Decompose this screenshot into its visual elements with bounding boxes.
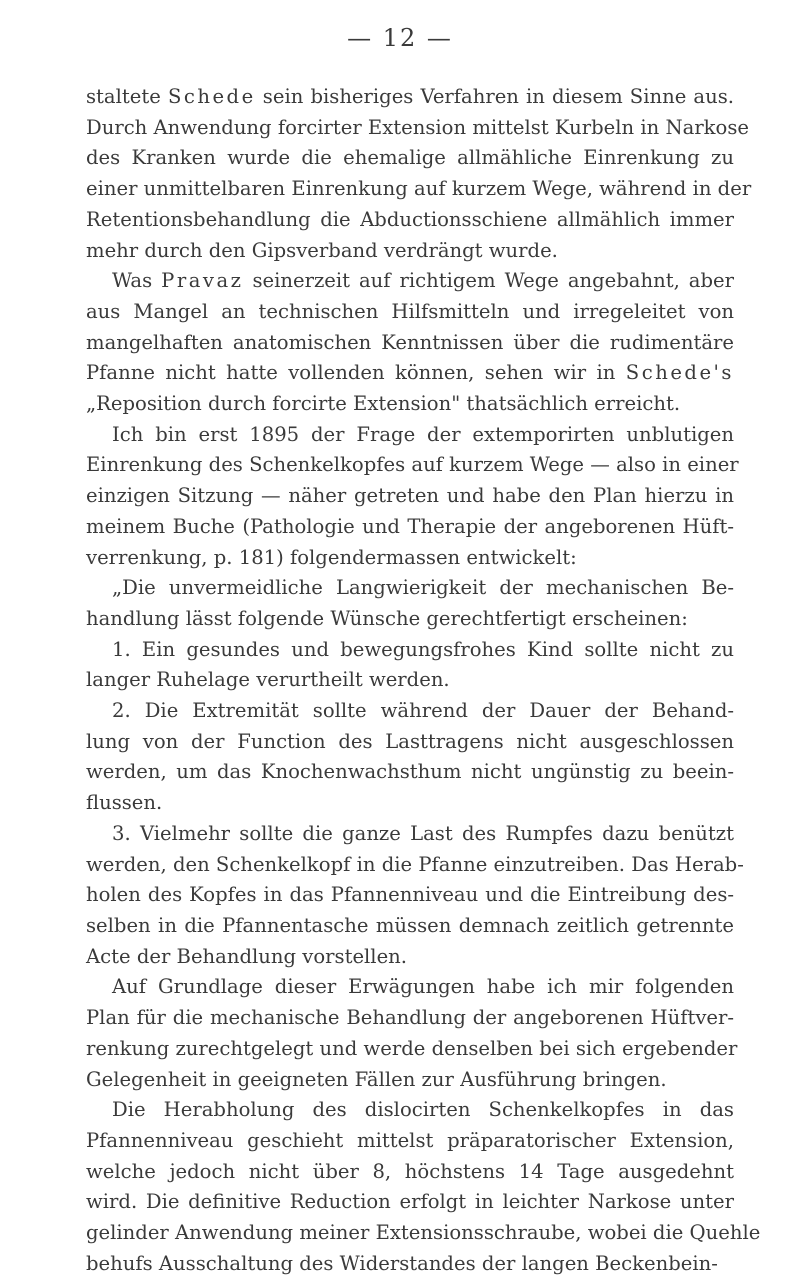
line-text: wird. Die definitive Reduction erfolgt in leichter Narkose unter [86, 1190, 734, 1214]
text-line [86, 1218, 761, 1249]
line-text: renkung zurechtgelegt und werde denselben bei sich ergebender [86, 1036, 738, 1060]
spaced-name: Schede [167, 85, 256, 108]
line-text: flussen. [86, 791, 163, 815]
line-text: Retentionsbehandlung die Abductionsschiene allmählich immer [86, 207, 734, 231]
text-line [86, 1034, 738, 1065]
text-line [86, 358, 734, 389]
line-text: Gelegenheit in geeigneten Fällen zur Ausführung bringen. [86, 1067, 667, 1091]
line-text: Was [112, 269, 162, 293]
page-number: — 12 — [347, 24, 453, 52]
line-text: Plan für die mechanische Behandlung der angeborenen Hüftver- [86, 1006, 734, 1030]
text-line [86, 727, 734, 758]
text-line [86, 972, 734, 1003]
text-line [86, 665, 734, 696]
text-line [86, 1157, 734, 1188]
line-text: des Kranken wurde die ehemalige allmähliche Einrenkung zu [86, 146, 734, 170]
text-line [86, 1065, 734, 1096]
text-line [86, 389, 734, 420]
text-line [86, 543, 734, 574]
text-line [86, 942, 734, 973]
text-line [86, 604, 734, 635]
line-text: Einrenkung des Schenkelkopfes auf kurzem Wege — also in einer [86, 453, 739, 477]
line-text: verrenkung, p. 181) folgendermassen entwickelt: [86, 545, 577, 569]
line-text: Ich bin erst 1895 der Frage der extemporirten unblutigen [112, 422, 734, 446]
text-line [86, 328, 734, 359]
line-text: behufs Ausschaltung des Widerstandes der langen Beckenbein- [86, 1251, 718, 1275]
line-text: selben in die Pfannentasche müssen demnach zeitlich getrennte [86, 913, 734, 937]
text-line [86, 1095, 734, 1126]
line-text: staltete [86, 85, 168, 108]
spaced-name: Pravaz [161, 269, 244, 293]
line-text: werden, um das Knochenwachsthum nicht ungünstig zu beein- [86, 760, 734, 784]
line-text: holen des Kopfes in das Pfannenniveau und die Eintreibung des- [86, 883, 734, 907]
line-text: meinem Buche (Pathologie und Therapie der angeborenen Hüft- [86, 514, 734, 538]
line-text: handlung lässt folgende Wünsche gerechtfertigt erscheinen: [86, 606, 688, 630]
text-line [86, 481, 734, 512]
text-line [86, 696, 734, 727]
line-text: Die Herabholung des dislocirten Schenkelkopfes in das [112, 1098, 734, 1122]
body-text [86, 82, 761, 1279]
text-line [86, 635, 734, 666]
line-text: sein bisheriges Verfahren in diesem Sinne aus. [255, 85, 734, 108]
text-line [86, 819, 734, 850]
text-line [86, 512, 734, 543]
line-text: gelinder Anwendung meiner Extensionsschraube, wobei die Quehle [86, 1221, 761, 1245]
text-line [86, 911, 734, 942]
text-line [86, 1003, 734, 1034]
text-line [86, 788, 734, 819]
text-line [86, 1126, 734, 1157]
line-text: Pfanne nicht hatte vollenden können, sehen wir in [86, 361, 626, 385]
line-text: einer unmittelbaren Einrenkung auf kurzem Wege, während in der [86, 177, 752, 201]
line-text: Durch Anwendung forcirter Extension mittelst Kurbeln in Narkose [86, 115, 750, 139]
text-line [86, 1249, 734, 1280]
text-line [86, 82, 734, 113]
text-line [86, 1187, 734, 1218]
line-text: werden, den Schenkelkopf in die Pfanne einzutreiben. Das Herab- [86, 852, 744, 876]
line-text: seinerzeit auf richtigem Wege angebahnt, aber [243, 269, 734, 293]
line-text: Pfannenniveau geschieht mittelst präparatorischer Extension, [86, 1128, 734, 1152]
text-line [86, 573, 734, 604]
line-text: einzigen Sitzung — näher getreten und habe den Plan hierzu in [86, 484, 734, 508]
line-text: Acte der Behandlung vorstellen. [86, 944, 408, 968]
line-text: langer Ruhelage verurtheilt werden. [86, 668, 450, 692]
line-text: 3. Vielmehr sollte die ganze Last des Rumpfes dazu benützt [112, 821, 734, 845]
text-line [86, 236, 734, 267]
line-text: Auf Grundlage dieser Erwägungen habe ich mir folgenden [112, 975, 734, 999]
text-line [86, 420, 734, 451]
text-line [86, 205, 734, 236]
line-text: lung von der Function des Lasttragens nicht ausgeschlossen [86, 729, 734, 753]
text-line [86, 450, 739, 481]
line-text: welche jedoch nicht über 8, höchstens 14 Tage ausgedehnt [86, 1159, 734, 1183]
line-text: mehr durch den Gipsverband verdrängt wurde. [86, 238, 558, 262]
text-line [86, 266, 734, 297]
text-line [86, 297, 734, 328]
line-text: 1. Ein gesundes und bewegungsfrohes Kind sollte nicht zu [112, 637, 734, 661]
text-line [86, 174, 752, 205]
text-line [86, 113, 750, 144]
text-line [86, 880, 734, 911]
line-text: mangelhaften anatomischen Kenntnissen über die rudimentäre [86, 330, 734, 354]
text-line [86, 143, 734, 174]
spaced-name: Schede's [625, 361, 734, 385]
line-text: aus Mangel an technischen Hilfsmitteln und irregeleitet von [86, 299, 734, 323]
line-text: 2. Die Extremität sollte während der Dauer der Behand- [112, 699, 734, 723]
text-line [86, 850, 744, 881]
line-text: „Die unvermeidliche Langwierigkeit der mechanischen Be- [112, 576, 734, 600]
line-text: „Reposition durch forcirte Extension" thatsächlich erreicht. [86, 392, 681, 416]
text-line [86, 757, 734, 788]
